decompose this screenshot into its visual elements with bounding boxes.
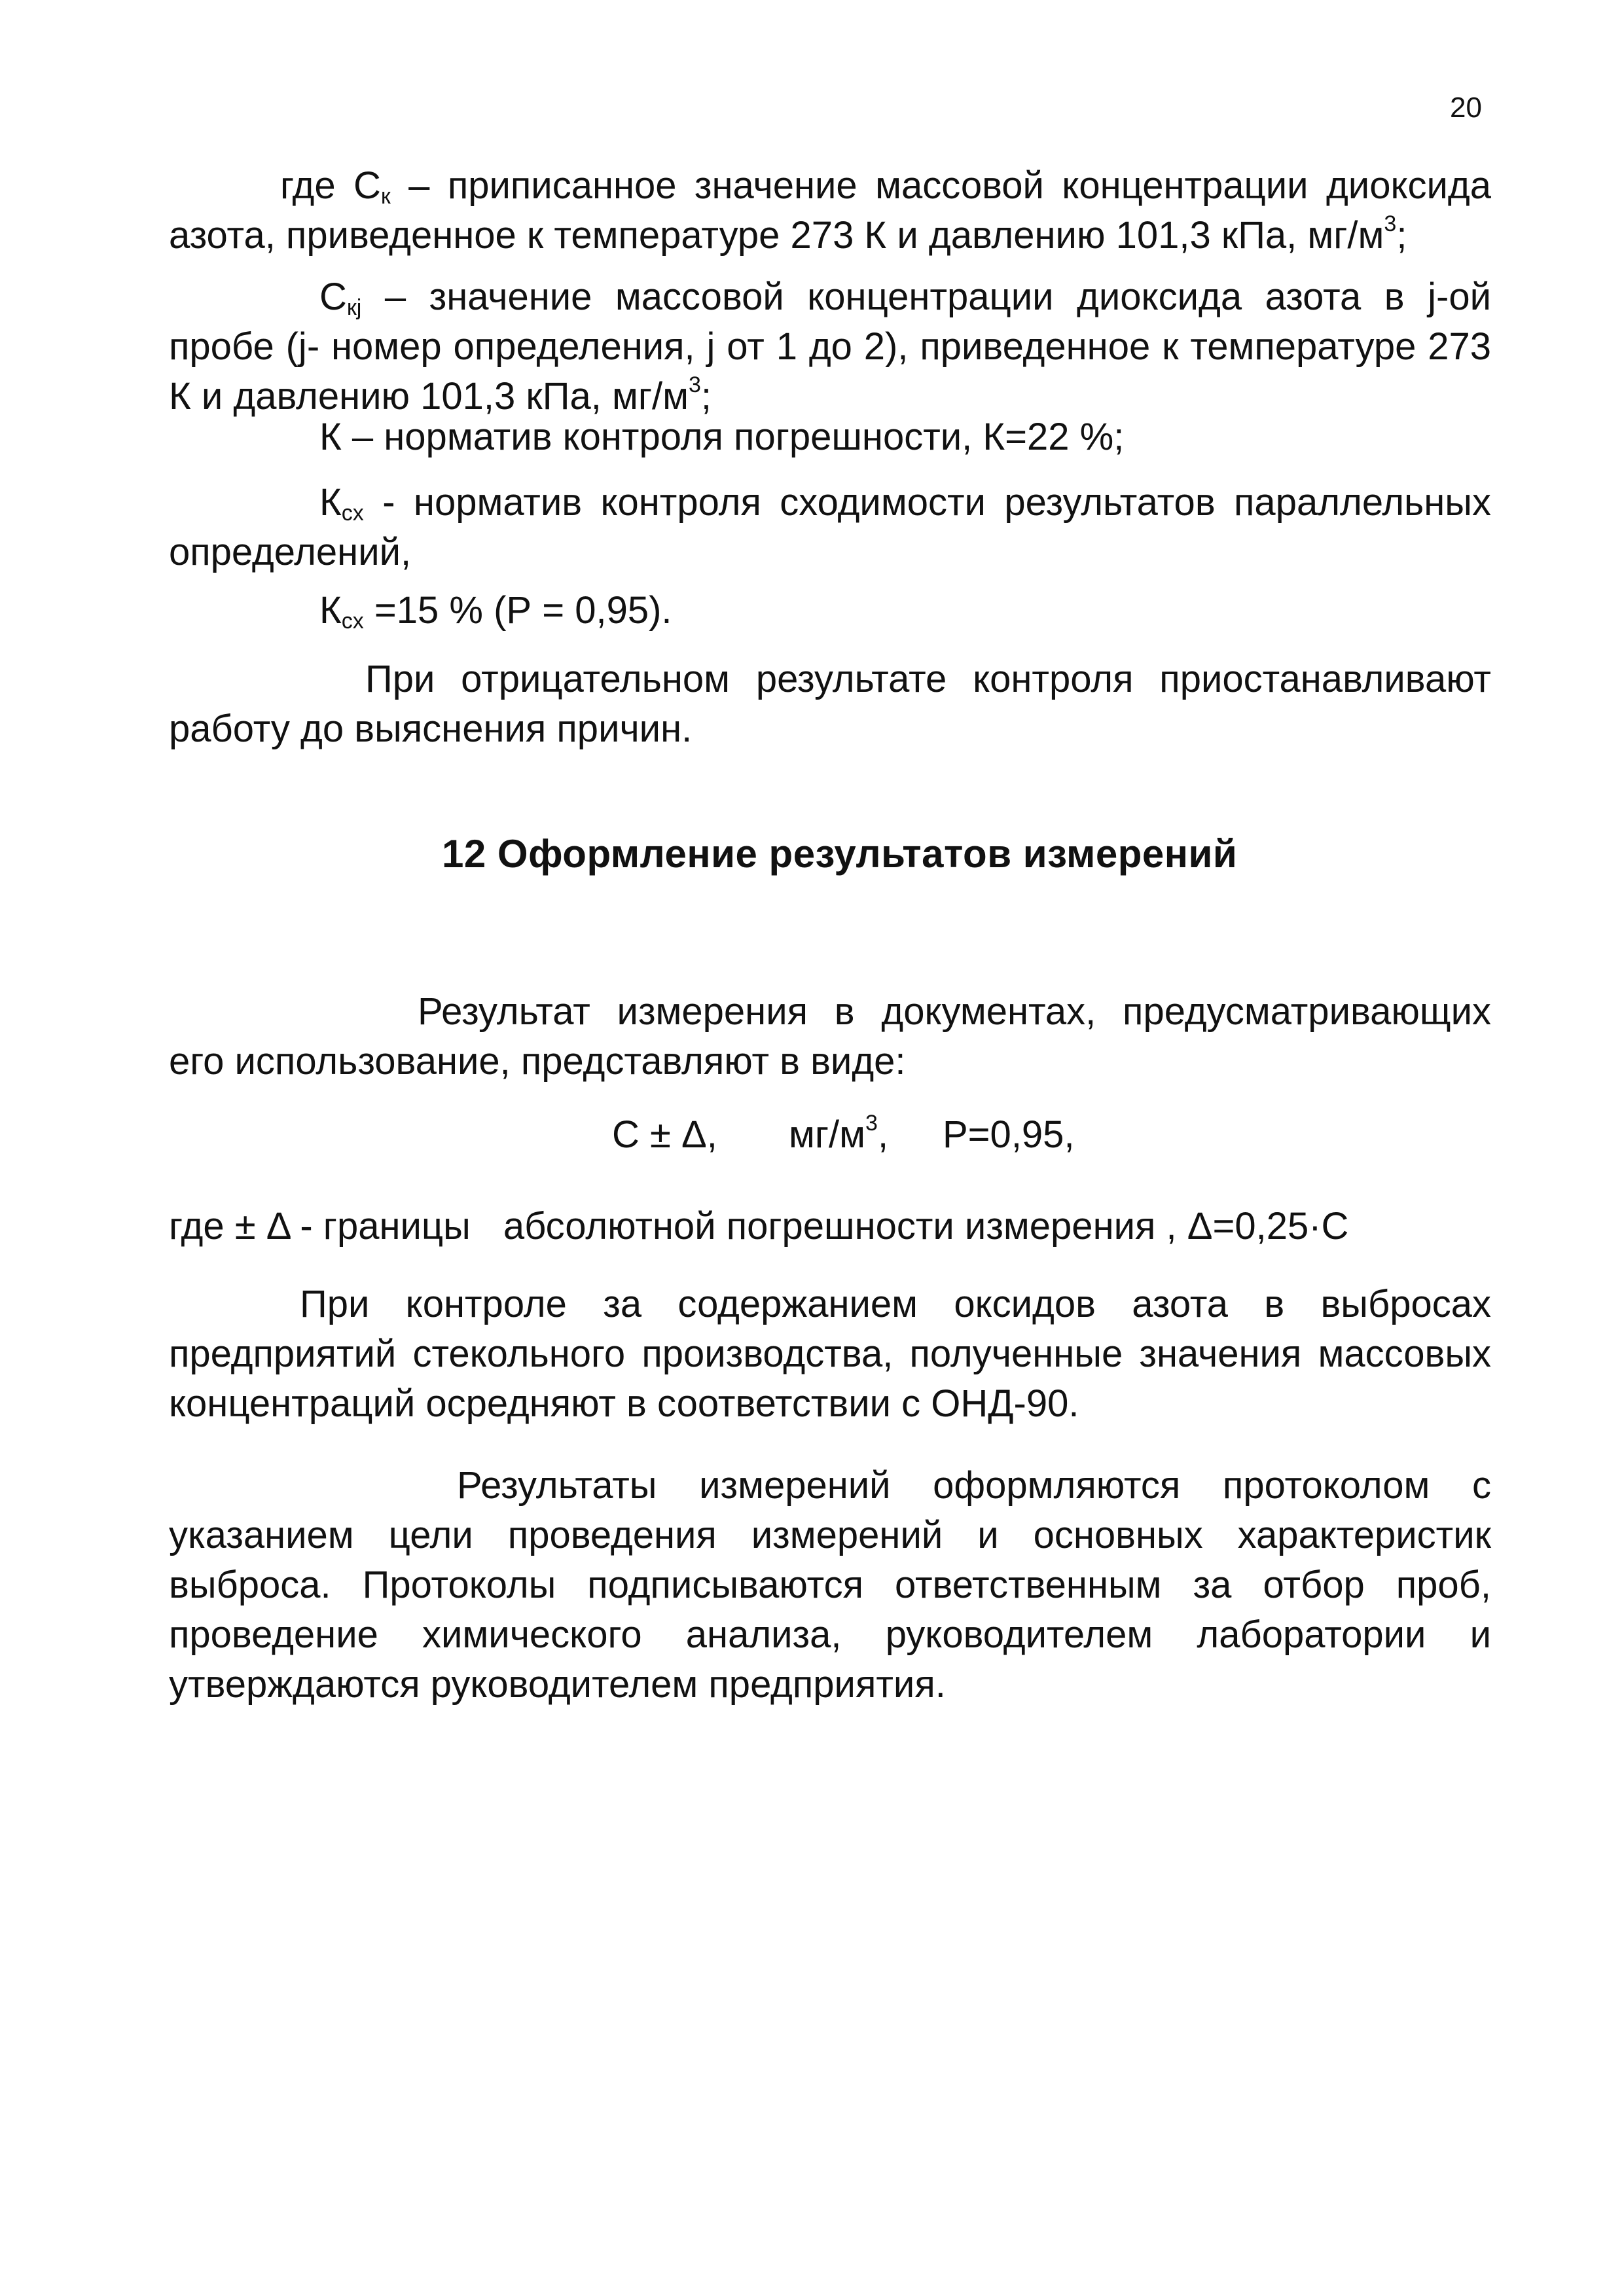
definition-ksx-value-text: =15 % (Р = 0,95). bbox=[363, 589, 672, 632]
definition-ck-text: – приписанное значение массовой концентрации диоксида азота, приведенное к температуре 273 К и давлению 101,3 кПа, мг/м bbox=[169, 164, 1491, 257]
formula-unit-text: мг/м bbox=[789, 1113, 866, 1156]
bounds-paragraph bbox=[169, 1202, 1491, 1251]
negative-result-paragraph: При отрицательном результате контроля приостанавливают работу до выяснения причин. bbox=[169, 658, 1491, 750]
result-form-paragraph: Результат измерения в документах, предусматривающих его использование, представляют в виде: bbox=[169, 990, 1491, 1083]
definition-ksx-value-sub: сх bbox=[341, 609, 364, 634]
section-heading: 12 Оформление результатов измерений bbox=[442, 832, 1238, 876]
definition-ckj bbox=[169, 272, 1491, 422]
definition-ksx bbox=[169, 478, 1491, 577]
definition-ckj-sub: кj bbox=[346, 295, 362, 320]
definition-ck-sup: 3 bbox=[1384, 211, 1397, 236]
page-number: 20 bbox=[1450, 92, 1482, 124]
glass-control-paragraph: При контроле за содержанием оксидов азота в выбросах предприятий стекольного производства, полученные значения массовых концентраций осредняют в соответствии с ОНД-90. bbox=[169, 1283, 1491, 1425]
formula-probability: Р=0,95, bbox=[943, 1113, 1075, 1156]
definition-ksx-text: - норматив контроля сходимости результатов параллельных определений, bbox=[169, 481, 1491, 573]
bounds-text: абсолютной погрешности измерения , Δ=0,25·С bbox=[503, 1205, 1349, 1247]
definition-ck bbox=[169, 161, 1491, 260]
definition-ksx-value-lead: К bbox=[319, 589, 342, 632]
formula-unit-sup: 3 bbox=[865, 1111, 878, 1136]
definition-ckj-sup: 3 bbox=[688, 372, 701, 397]
definition-ck-lead: где С bbox=[280, 164, 381, 207]
formula-main: С ± Δ, bbox=[612, 1113, 717, 1156]
definition-ksx-sub: сх bbox=[341, 501, 364, 526]
definition-ksx-lead: К bbox=[319, 481, 342, 524]
formula-unit bbox=[789, 1113, 888, 1157]
definition-ck-tail: ; bbox=[1396, 214, 1407, 257]
definition-k-text: К – норматив контроля погрешности, К=22 %; bbox=[319, 416, 1125, 458]
definition-k bbox=[169, 412, 1491, 462]
definition-ksx-value bbox=[169, 586, 1491, 636]
definition-ckj-tail: ; bbox=[700, 375, 712, 418]
bounds-lead: где ± Δ - границы bbox=[169, 1205, 471, 1247]
formula-unit-tail: , bbox=[877, 1113, 889, 1156]
definition-ckj-text: – значение массовой концентрации диоксида азота в j-ой пробе (j- номер определения, j от 1 до 2), приведенное к температуре 273 К и давлению 101,3 кПа, мг/м bbox=[169, 276, 1491, 418]
definition-ck-sub: к bbox=[380, 184, 391, 209]
protocol-paragraph: Результаты измерений оформляются протоколом с указанием цели проведения измерений и основных характеристик выброса. Протоколы подписываются ответственным за отбор проб, проведение химического анализа, руководителем лаборатории и утверждаются руководителем предприятия. bbox=[169, 1464, 1491, 1706]
definition-ckj-lead: С bbox=[319, 276, 347, 318]
